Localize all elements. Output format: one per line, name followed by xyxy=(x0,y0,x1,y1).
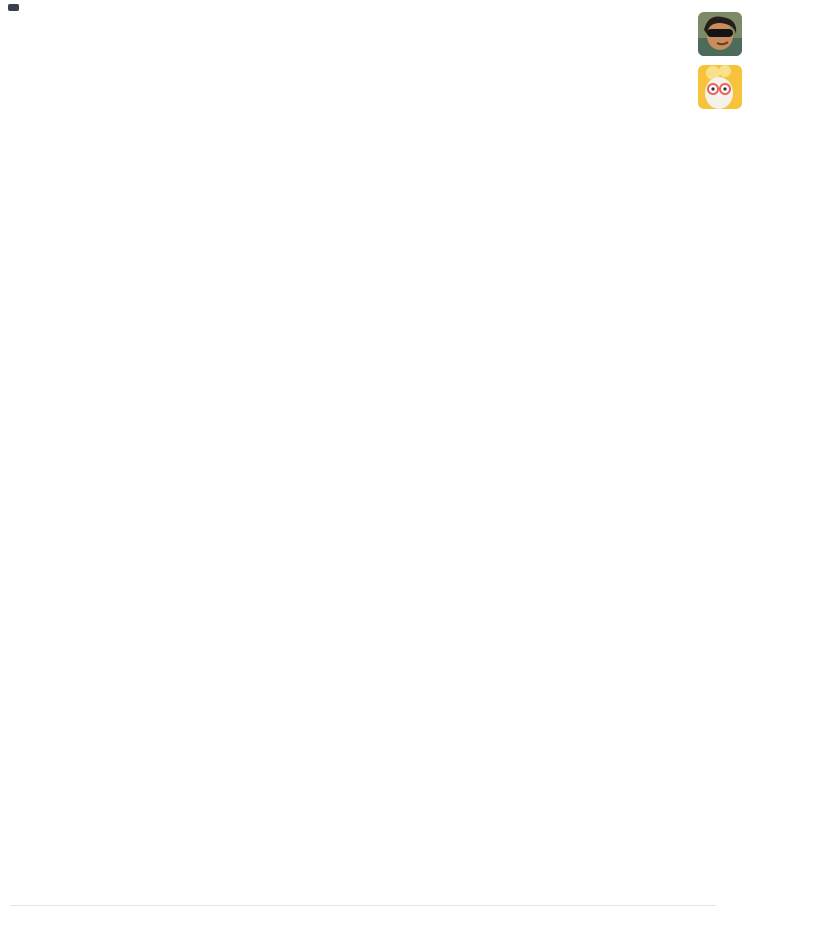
x-axis-line xyxy=(10,905,716,906)
